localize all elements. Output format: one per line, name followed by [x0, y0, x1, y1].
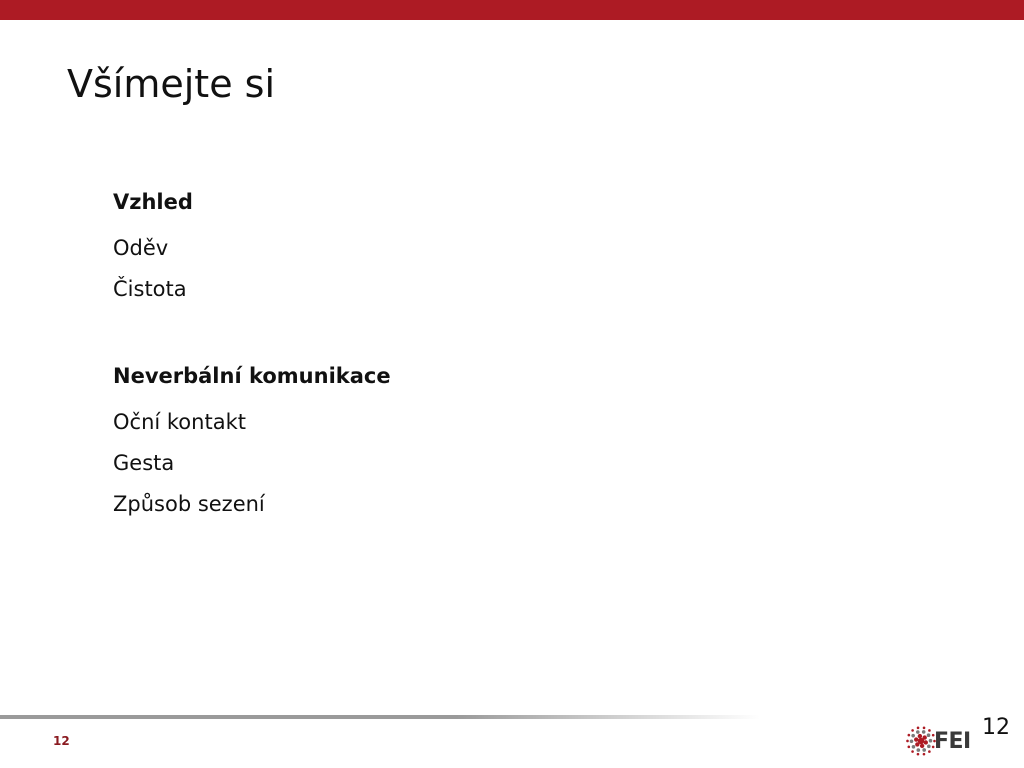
logo-dot	[917, 753, 920, 756]
logo-dot	[914, 737, 918, 741]
slide-title: Všímejte si	[67, 62, 276, 106]
slide-number: 12	[982, 715, 1010, 740]
logo-dot	[922, 735, 926, 739]
logo-dot	[906, 740, 909, 743]
logo-dot	[917, 748, 921, 752]
logo-dot	[910, 739, 914, 743]
list-item: Oděv	[113, 236, 169, 260]
logo-dot	[922, 748, 926, 752]
footer-page-number: 12	[53, 734, 70, 748]
footer-divider	[0, 715, 760, 719]
logo-text: FEI	[934, 729, 971, 754]
logo-dot	[915, 742, 919, 746]
logo-dot	[923, 753, 926, 756]
section-heading: Vzhled	[113, 190, 193, 214]
logo-dot	[908, 746, 911, 749]
logo-dot	[911, 729, 914, 732]
section-heading: Neverbální komunikace	[113, 364, 391, 388]
logo-dot	[908, 734, 911, 737]
logo-dot	[916, 730, 920, 734]
top-accent-bar	[0, 0, 1024, 20]
logo-dot	[927, 733, 931, 737]
logo-dot	[922, 730, 926, 734]
item-list	[113, 402, 391, 525]
section-nonverbal-communication	[113, 361, 391, 525]
logo-dot	[923, 727, 926, 730]
logo-dot	[918, 734, 922, 738]
fei-logo-icon	[906, 724, 936, 758]
logo-dot	[911, 750, 914, 753]
logo-dot	[928, 729, 931, 732]
list-item: Gesta	[113, 451, 175, 475]
logo-dot	[912, 745, 916, 749]
list-item: Čistota	[113, 277, 187, 301]
fei-logo	[906, 724, 971, 758]
logo-dot	[920, 744, 924, 748]
logo-dot	[927, 745, 931, 749]
logo-dot	[928, 750, 931, 753]
logo-dot	[929, 739, 933, 743]
section-appearance	[113, 187, 193, 310]
logo-dot	[917, 727, 920, 730]
list-item: Oční kontakt	[113, 410, 246, 434]
logo-dot	[911, 734, 915, 738]
item-list	[113, 228, 193, 310]
list-item: Způsob sezení	[113, 492, 265, 516]
logo-dot	[924, 740, 928, 744]
